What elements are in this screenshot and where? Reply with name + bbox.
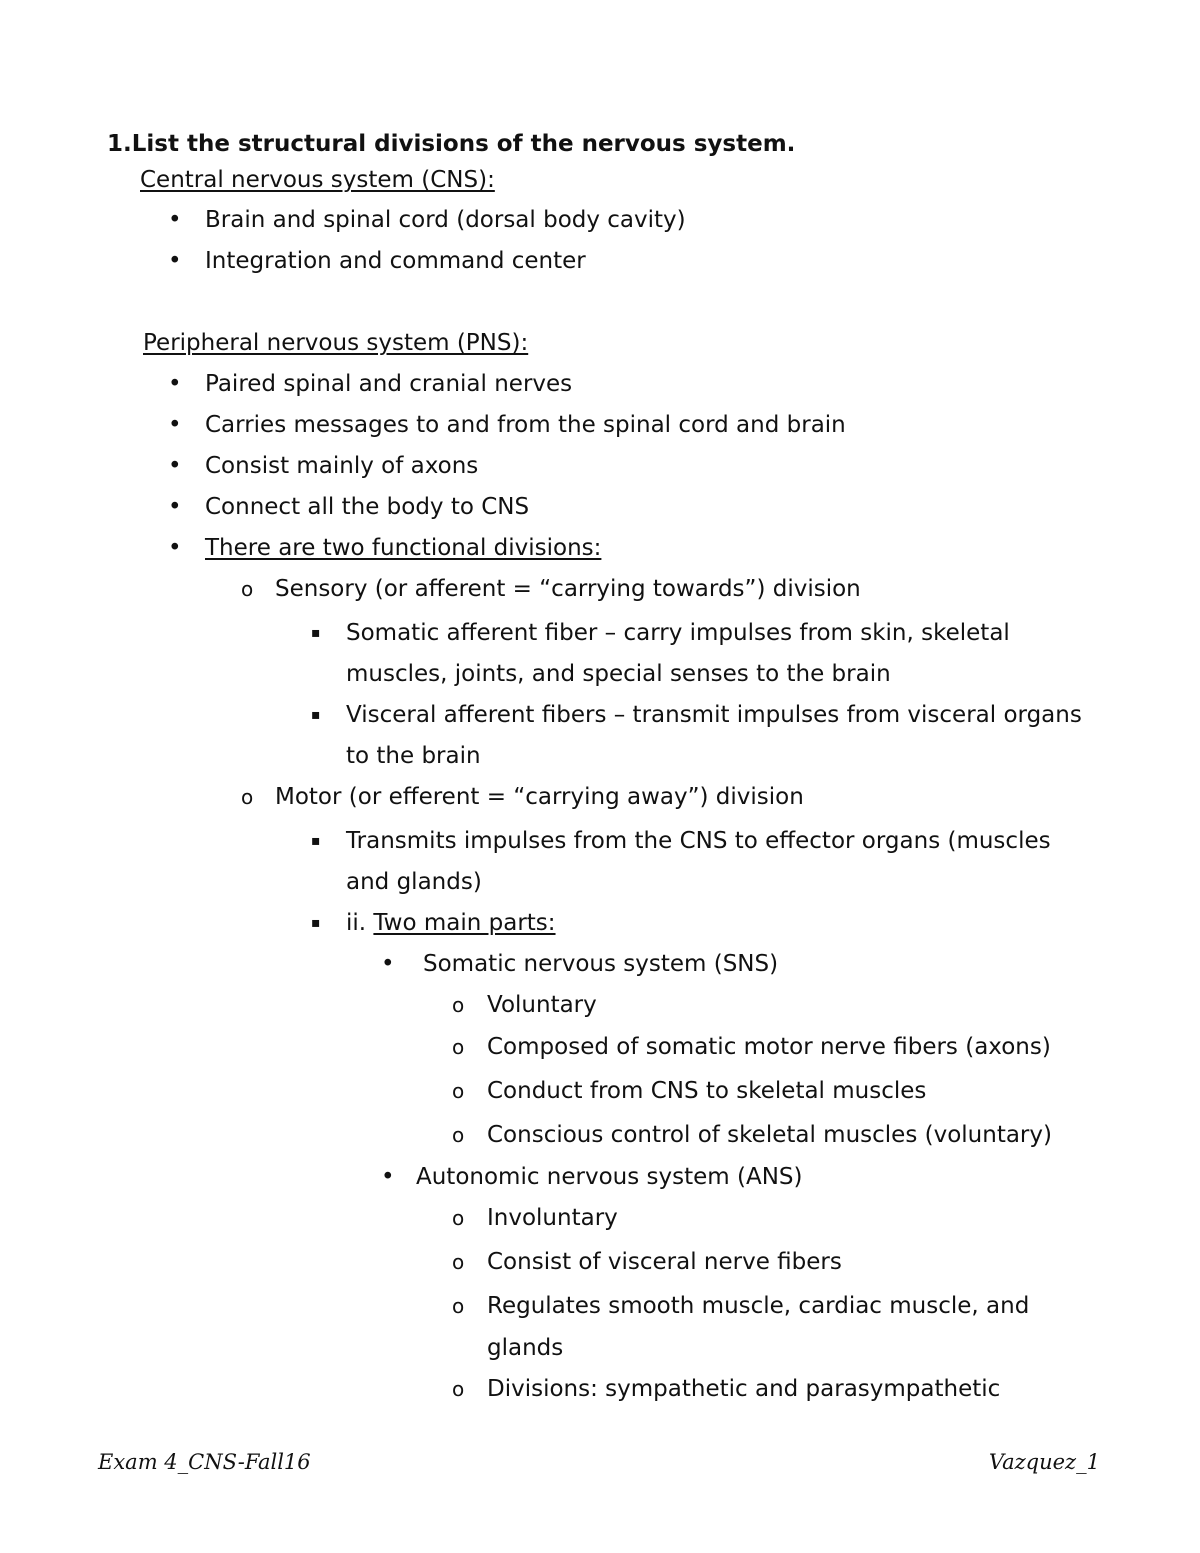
sensory-title: Sensory (or afferent = “carrying towards”) division <box>275 576 861 602</box>
ans-item: Consist of visceral nerve fibers <box>487 1249 842 1275</box>
square-bullet-icon: ▪ <box>311 625 321 641</box>
circle-bullet-icon: o <box>452 1206 465 1230</box>
circle-bullet-icon: o <box>452 1035 465 1059</box>
pns-item: Paired spinal and cranial nerves <box>205 371 573 397</box>
sensory-somatic-line1: Somatic afferent fiber – carry impulses from skin, skeletal <box>346 620 1010 646</box>
pns-item: Consist mainly of axons <box>205 453 479 479</box>
cns-item: Brain and spinal cord (dorsal body cavity) <box>205 207 686 233</box>
bullet-icon: • <box>168 207 182 233</box>
pns-item: Connect all the body to CNS <box>205 494 530 520</box>
circle-bullet-icon: o <box>452 1079 465 1103</box>
motor-parts <box>346 909 556 937</box>
pns-title: Peripheral nervous system (PNS): <box>143 330 529 356</box>
bullet-icon: • <box>168 412 182 438</box>
circle-bullet-icon: o <box>452 1123 465 1147</box>
bullet-icon: • <box>381 951 395 977</box>
square-bullet-icon: ▪ <box>311 833 321 849</box>
ans-item: Regulates smooth muscle, cardiac muscle, and <box>487 1293 1030 1319</box>
bullet-icon: • <box>168 248 182 274</box>
sensory-visceral-line2: to the brain <box>346 743 481 769</box>
sensory-somatic-line2: muscles, joints, and special senses to the brain <box>346 661 891 687</box>
motor-parts-prefix: ii. <box>346 910 374 936</box>
motor-parts-label: Two main parts: <box>373 910 556 936</box>
circle-bullet-icon: o <box>452 993 465 1017</box>
ans-item-continued: glands <box>487 1335 564 1361</box>
motor-transmit-line2: and glands) <box>346 869 482 895</box>
bullet-icon: • <box>168 371 182 397</box>
page-heading: 1.List the structural divisions of the nervous system. <box>107 131 796 157</box>
square-bullet-icon: ▪ <box>311 707 321 723</box>
motor-title: Motor (or efferent = “carrying away”) division <box>275 784 804 810</box>
circle-bullet-icon: o <box>452 1294 465 1318</box>
bullet-icon: • <box>168 453 182 479</box>
circle-bullet-icon: o <box>241 785 254 809</box>
sns-item: Conduct from CNS to skeletal muscles <box>487 1078 927 1104</box>
footer-right: Vazquez_1 <box>988 1450 1100 1474</box>
ans-item: Divisions: sympathetic and parasympathetic <box>487 1376 1001 1402</box>
footer-left: Exam 4_CNS-Fall16 <box>98 1450 311 1474</box>
cns-item: Integration and command center <box>205 248 586 274</box>
ans-title: Autonomic nervous system (ANS) <box>416 1164 803 1190</box>
bullet-icon: • <box>381 1164 395 1190</box>
sns-item: Composed of somatic motor nerve fibers (axons) <box>487 1034 1051 1060</box>
ans-item: Involuntary <box>487 1205 618 1231</box>
circle-bullet-icon: o <box>452 1250 465 1274</box>
bullet-icon: • <box>168 494 182 520</box>
bullet-icon: • <box>168 535 182 561</box>
sns-item: Conscious control of skeletal muscles (voluntary) <box>487 1122 1052 1148</box>
sns-title: Somatic nervous system (SNS) <box>423 951 779 977</box>
cns-title: Central nervous system (CNS): <box>140 167 495 193</box>
sensory-visceral-line1: Visceral afferent fibers – transmit impulses from visceral organs <box>346 702 1082 728</box>
sns-item: Voluntary <box>487 992 597 1018</box>
pns-item: Carries messages to and from the spinal cord and brain <box>205 412 846 438</box>
circle-bullet-icon: o <box>241 577 254 601</box>
motor-transmit-line1: Transmits impulses from the CNS to effector organs (muscles <box>346 828 1051 854</box>
pns-item-functional-divisions: There are two functional divisions: <box>205 535 602 561</box>
square-bullet-icon: ▪ <box>311 915 321 931</box>
circle-bullet-icon: o <box>452 1377 465 1401</box>
